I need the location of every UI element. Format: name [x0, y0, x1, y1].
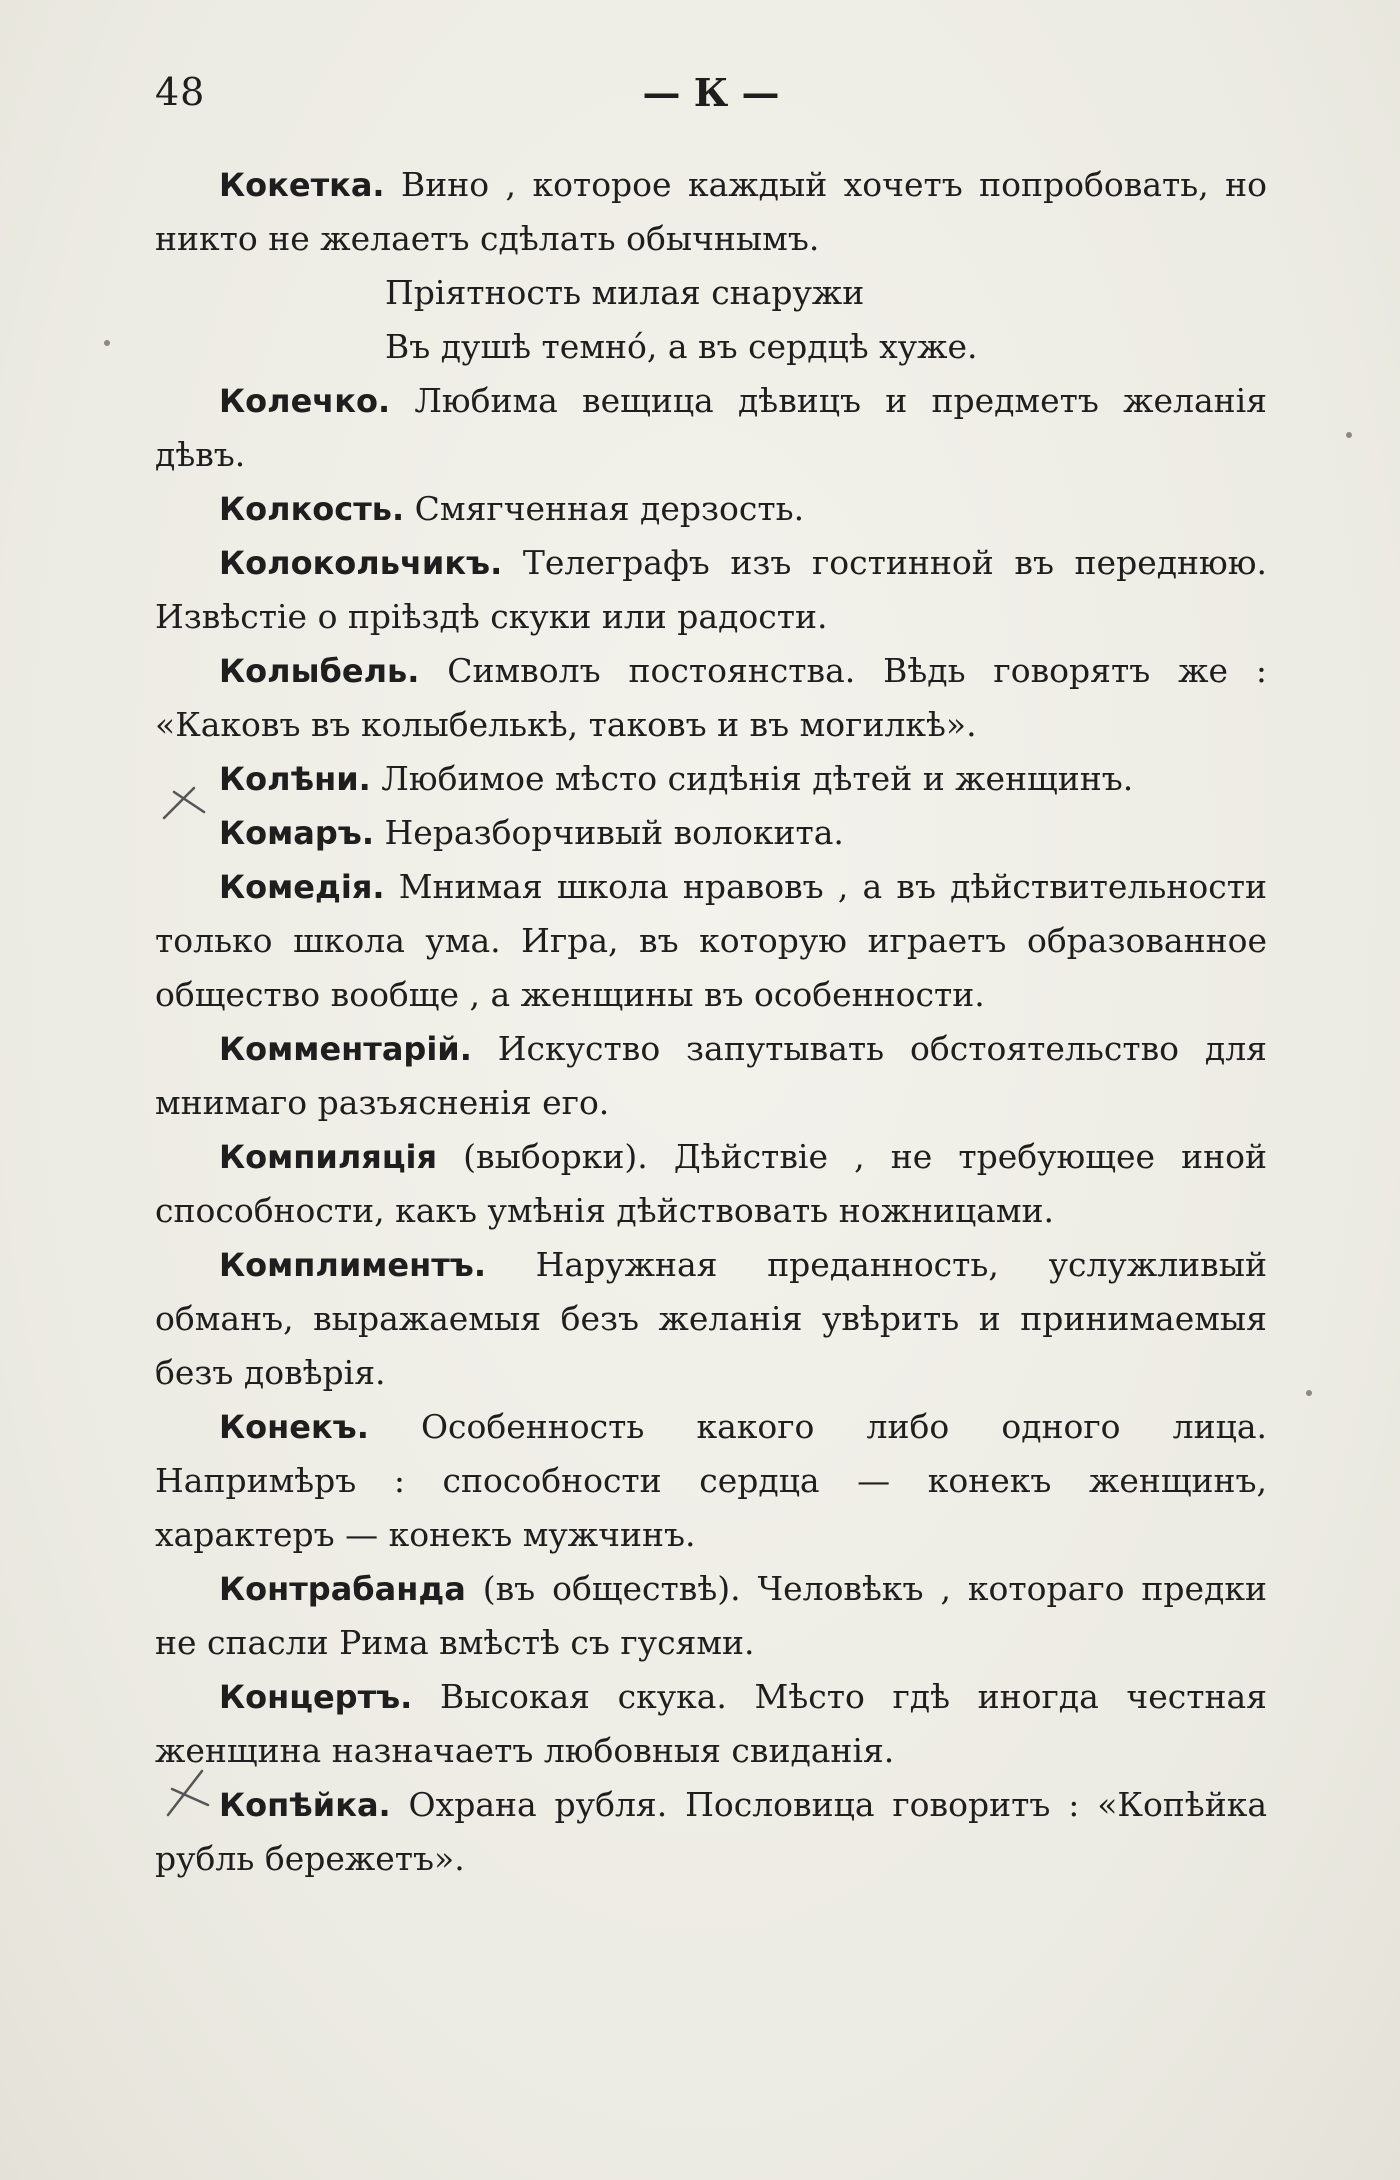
entry-headword: Колѣни.	[219, 760, 371, 798]
entry-definition: Высокая скука. Мѣсто гдѣ иногда честная женщина назначаетъ любовныя свиданія.	[155, 1677, 1267, 1770]
entry-headword: Колокольчикъ.	[219, 544, 503, 582]
entry-headword: Компиляція	[219, 1138, 438, 1176]
entry-kontsert	[155, 1670, 1267, 1778]
entry-definition: Телеграфъ изъ гостинной въ переднюю. Извѣстіе о пріѣздѣ скуки или радости.	[155, 543, 1267, 636]
paper-speck	[1306, 1390, 1312, 1396]
entry-kolkost	[155, 482, 1267, 536]
entry-headword: Комментарій.	[219, 1030, 472, 1068]
entry-definition: Любима вещица дѣвицъ и предметъ желанія дѣвъ.	[155, 381, 1267, 474]
entry-koleni	[155, 752, 1267, 806]
entry-kompilyatsiya	[155, 1130, 1267, 1238]
entry-definition: Вино , которое каждый хочетъ попробовать, но никто не желаетъ сдѣлать обычнымъ.	[155, 165, 1267, 258]
entry-konek	[155, 1400, 1267, 1562]
paper-speck	[104, 340, 110, 346]
running-head: — К —	[642, 70, 780, 115]
entry-kompliment	[155, 1238, 1267, 1400]
paper-speck	[1346, 432, 1352, 438]
entry-kopeyka	[155, 1778, 1267, 1886]
entry-kommentariy	[155, 1022, 1267, 1130]
verse-line: Въ душѣ темнó, а въ сердцѣ хуже.	[385, 327, 978, 366]
entry-headword: Колечко.	[219, 382, 391, 420]
entry-headword: Комаръ.	[219, 814, 374, 852]
entry-headword: Концертъ.	[219, 1678, 413, 1716]
entry-headword: Контрабанда	[219, 1570, 466, 1608]
entry-definition: (выборки). Дѣйствіе , не требующее иной способности, какъ умѣнія дѣйствовать ножницами.	[155, 1137, 1267, 1230]
verse-line: Пріятность милая снаружи	[385, 273, 865, 312]
entry-definition: (въ обществѣ). Человѣкъ , котораго предки не спасли Рима вмѣстѣ съ гусями.	[155, 1569, 1267, 1662]
entry-kolybel	[155, 644, 1267, 752]
entry-komar	[155, 806, 1267, 860]
page-number: 48	[155, 70, 206, 114]
entry-koketka	[155, 158, 1267, 266]
verse	[155, 266, 1267, 374]
entry-komediya	[155, 860, 1267, 1022]
entry-headword: Комплиментъ.	[219, 1246, 486, 1284]
entry-headword: Комедія.	[219, 868, 385, 906]
entry-kontrabanda	[155, 1562, 1267, 1670]
entry-definition: Наружная преданность, услужливый обманъ, выражаемыя безъ желанія увѣрить и принимаемыя безъ довѣрія.	[155, 1245, 1267, 1392]
entry-definition: Искуство запутывать обстоятельство для мнимаго разъясненія его.	[155, 1029, 1267, 1122]
entry-definition: Символъ постоянства. Вѣдь говорятъ же : «Каковъ въ колыбелькѣ, таковъ и въ могилкѣ».	[155, 651, 1267, 744]
pencil-cross-mark	[162, 1765, 218, 1821]
entry-headword: Колкость.	[219, 490, 405, 528]
page-header	[155, 70, 1267, 130]
entry-headword: Кокетка.	[219, 166, 385, 204]
entry-definition: Смягченная дерзость.	[404, 489, 805, 528]
entry-kolokolchik	[155, 536, 1267, 644]
entry-definition: Любимое мѣсто сидѣнія дѣтей и женщинъ.	[370, 759, 1134, 798]
entry-headword: Конекъ.	[219, 1408, 369, 1446]
entry-definition: Мнимая школа нравовъ , а въ дѣйствительности только школа ума. Игра, въ которую играетъ образованное общество вообще , а женщины въ особенности.	[155, 867, 1267, 1014]
entry-kolechko	[155, 374, 1267, 482]
dictionary-text	[155, 158, 1267, 1886]
entry-definition: Особенность какого либо одного лица. Напримѣръ : способности сердца — конекъ женщинъ, характеръ — конекъ мужчинъ.	[155, 1407, 1267, 1554]
entry-definition: Неразборчивый волокита.	[374, 813, 844, 852]
entry-definition: Охрана рубля. Пословица говоритъ : «Копѣйка рубль бережетъ».	[155, 1785, 1267, 1878]
entry-headword: Колыбель.	[219, 652, 420, 690]
pencil-cross-mark	[160, 778, 210, 822]
entry-headword: Копѣйка.	[219, 1786, 391, 1824]
